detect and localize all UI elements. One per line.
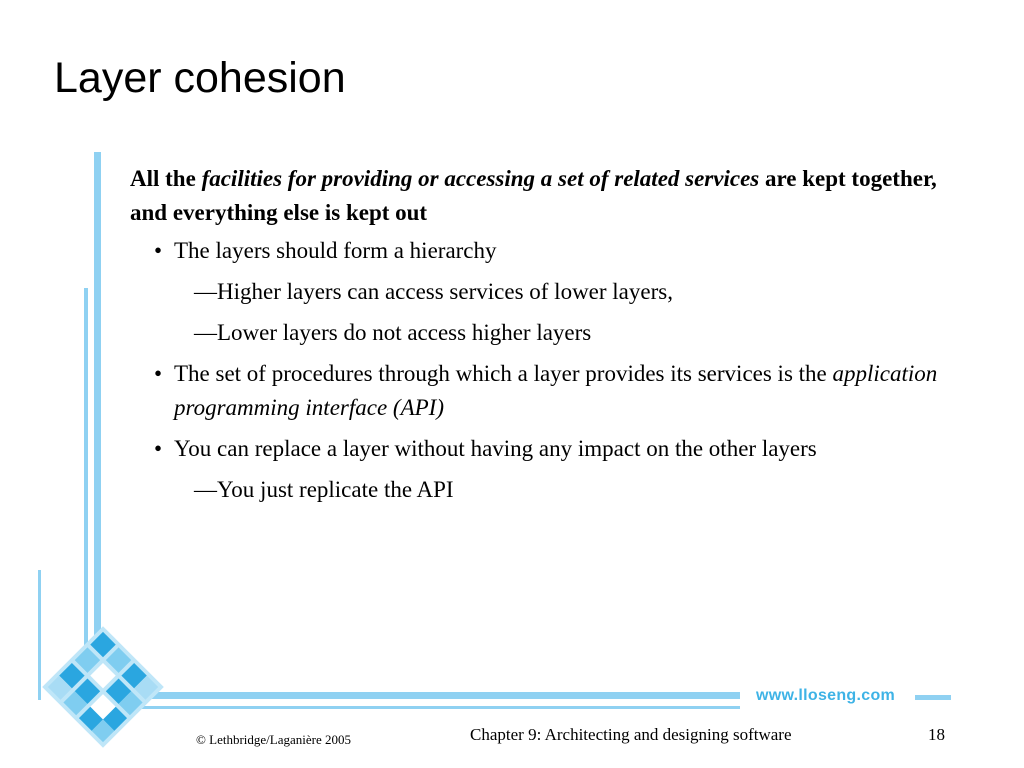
sub-item: —Lower layers do not access higher layers <box>194 320 592 345</box>
sub-item: —You just replicate the API <box>194 477 454 502</box>
bullet-item: • The set of procedures through which a layer provides its services is the application programming interface (API) <box>130 357 970 425</box>
slide-title: Layer cohesion <box>54 54 346 102</box>
footer-copyright: © Lethbridge/Laganière 2005 <box>196 732 351 747</box>
sub-item: —Higher layers can access services of lower layers, <box>194 279 673 304</box>
frame-line-horizontal-thin <box>140 706 740 709</box>
api-emphasis: application programming interface (API) <box>174 361 938 420</box>
footer-page-number: 18 <box>928 725 945 744</box>
frame-line-horizontal-right <box>915 695 951 700</box>
bullet-marker: • <box>154 361 163 386</box>
lead-statement: All the facilities for providing or accessing a set of related services are kept together, and everything else is kept out <box>130 166 937 225</box>
bullet-marker: • <box>154 436 163 461</box>
website-url: www.lloseng.com <box>756 687 896 704</box>
tile-pattern-logo <box>28 612 178 762</box>
lead-emphasis: facilities for providing or accessing a set of related services <box>201 166 760 191</box>
footer-chapter: Chapter 9: Architecting and designing software <box>470 725 792 744</box>
frame-line-horizontal <box>140 692 740 699</box>
bullet-item: • The layers should form a hierarchy <box>130 234 970 268</box>
slide-body <box>130 162 970 514</box>
bullet-item: • You can replace a layer without having any impact on the other layers <box>130 432 970 466</box>
bullet-marker: • <box>154 238 163 263</box>
